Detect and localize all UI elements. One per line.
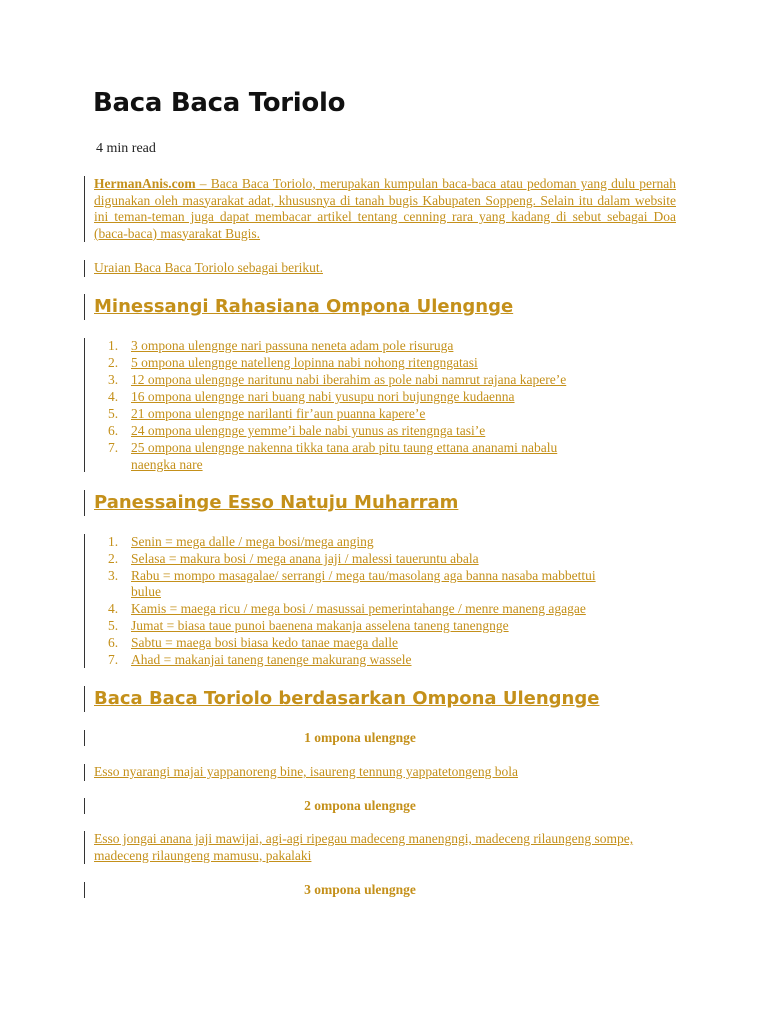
text1-block [84, 764, 676, 781]
list-item[interactable]: 2. 5 ompona ulengnge natelleng lopinna nabi nohong ritengngatasi [108, 355, 478, 370]
list-item[interactable]: 4. Kamis = maega ricu / mega bosi / masussai pemerintahange / menre maneng agagae [108, 601, 586, 616]
list-item[interactable]: 1. Senin = mega dalle / mega bosi/mega anging [108, 534, 374, 549]
uraian-text: Uraian Baca Baca Toriolo sebagai berikut. [94, 260, 323, 275]
sub-heading-1: 1 ompona ulengnge [84, 730, 685, 746]
uraian-block [84, 260, 676, 277]
section2-heading[interactable]: Panessainge Esso Natuju Muharram [94, 492, 459, 513]
list-item[interactable]: 5. Jumat = biasa taue punoi baenena makanja asselena taneng tanengnge [108, 618, 509, 633]
site-link[interactable]: HermanAnis.com [94, 176, 196, 191]
list-item[interactable]: 6. 24 ompona ulengnge yemme’i bale nabi yunus as ritengnga tasi’e [108, 423, 486, 438]
list-item-continuation[interactable]: bulue [131, 584, 161, 599]
intro-block [84, 176, 676, 242]
section2-list-block [84, 534, 676, 668]
list-item[interactable]: 1. 3 ompona ulengnge nari passuna neneta adam pole risuruga [108, 338, 454, 353]
list-item[interactable]: 5. 21 ompona ulengnge narilanti fir’aun puanna kapere’e [108, 406, 426, 421]
list-item[interactable]: 4. 16 ompona ulengnge nari buang nabi yusupu nori bujungnge kudaenna [108, 389, 515, 404]
list-item[interactable]: 3. Rabu = mompo masagalae/ serrangi / mega tau/masolang aga banna nasaba mabbettui [108, 568, 596, 583]
section3-heading-block [84, 686, 676, 712]
text1: Esso nyarangi majai yappanoreng bine, isaureng tennung yappatetongeng bola [94, 764, 518, 779]
sub-heading-2: 2 ompona ulengnge [84, 798, 685, 814]
list-item[interactable]: 7. Ahad = makanjai taneng tanenge makurang wassele [108, 652, 412, 667]
intro-text: – Baca Baca Toriolo, merupakan kumpulan baca-baca atau pedoman yang dulu pernah digunakan oleh masyarakat adat, khususnya di tanah bugis Kabupaten Soppeng. Selain itu dalam website ini teman-teman juga dapat membacar artikel tentang cenning rara yang kadang di sebut sebagai Doa (baca-baca) masyarakat Bugis. [94, 176, 676, 241]
section2-heading-block [84, 490, 676, 516]
sub-heading-3: 3 ompona ulengnge [84, 882, 685, 898]
section1-heading-block [84, 294, 676, 320]
text2-block [84, 831, 676, 864]
section1-heading[interactable]: Minessangi Rahasiana Ompona Ulengnge [94, 296, 514, 317]
read-time: 4 min read [96, 141, 156, 156]
list-item[interactable]: 3. 12 ompona ulengnge naritunu nabi iberahim as pole nabi namrut rajana kapere’e [108, 372, 567, 387]
list-item[interactable]: 6. Sabtu = maega bosi biasa kedo tanae maega dalle [108, 635, 399, 650]
section3-heading[interactable]: Baca Baca Toriolo berdasarkan Ompona Ulengnge [94, 688, 600, 709]
intro-paragraph [94, 176, 676, 242]
text2: Esso jongai anana jaji mawijai, agi-agi ripegau madeceng manengngi, madeceng rilaungeng sompe, madeceng rilaungeng mamusu, pakalaki [94, 831, 634, 863]
list-item[interactable]: 2. Selasa = makura bosi / mega anana jaji / malessi taueruntu abala [108, 551, 479, 566]
section1-list-block [84, 338, 676, 472]
list-item-continuation[interactable]: naengka nare [131, 457, 203, 472]
list-item[interactable]: 7. 25 ompona ulengnge nakenna tikka tana arab pitu taung ettana ananami nabalu [108, 440, 558, 455]
article-title: Baca Baca Toriolo [93, 88, 346, 118]
